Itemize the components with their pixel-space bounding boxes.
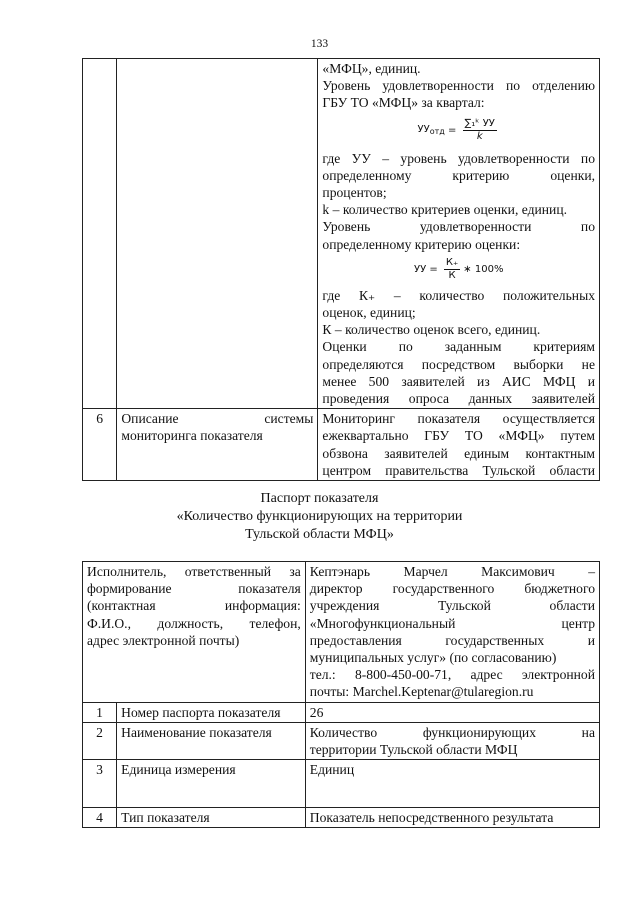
text-line: k – количество критериев оценки, единиц.	[322, 202, 568, 218]
text-line: определенному критерию оценки,	[322, 167, 595, 183]
text-line: Уровень удовлетворенности по отделению	[322, 78, 595, 94]
table-row	[83, 760, 600, 808]
executor-label-cell: Исполнитель, ответственный за формирование показателя (контактная информация: Ф.И.О., должность, телефон, адрес электронной почты)	[83, 562, 306, 703]
row-number-cell: 6	[83, 409, 117, 481]
indicator-table-continued	[82, 58, 600, 481]
text-line: «МФЦ», единиц.	[322, 61, 421, 76]
row-name-cell	[117, 59, 318, 409]
text-line: где К₊ – количество положительных	[322, 287, 595, 303]
row-number-cell	[83, 59, 117, 409]
text-line: проведения опроса данных заявителей	[322, 391, 595, 407]
text-line: где УУ – уровень удовлетворенности по	[322, 150, 595, 166]
passport-title-line-3: Тульской области МФЦ»	[245, 527, 394, 542]
text-line: Уровень удовлетворенности по	[322, 219, 595, 235]
text-line: К – количество оценок всего, единиц.	[322, 322, 541, 338]
formula-fraction: $\frac{К_+}{К}$	[445, 257, 459, 282]
table-row	[83, 59, 600, 409]
page-number: 133	[310, 38, 329, 50]
row-name-cell: Описание системы мониторинга показателя	[117, 409, 318, 481]
passport-title-line-2: «Количество функционирующих на территории	[176, 509, 463, 524]
formula-lhs: $УУ_{отд}$	[417, 124, 445, 136]
row-name-cell: Наименование показателя	[117, 722, 306, 759]
row-value-cell: Показатель непосредственного результата	[305, 808, 599, 828]
row-name-cell: Номер паспорта показателя	[117, 702, 306, 722]
row-value-cell	[318, 59, 600, 409]
row-value-cell: Единиц	[305, 760, 599, 808]
table-row	[83, 808, 600, 828]
text-line: процентов;	[322, 185, 387, 201]
text-line: ГБУ ТО «МФЦ» за квартал:	[322, 95, 485, 111]
row-value-cell: Мониторинг показателя осуществляется ежеквартально ГБУ ТО «МФЦ» путем обзвона заявителей единым контактным центром правительства Тульской области	[318, 409, 600, 481]
text-line: оценок, единиц;	[322, 305, 416, 321]
row-number-cell: 4	[83, 808, 117, 828]
text-line: Оценки по заданным критериям	[322, 339, 595, 355]
passport-table	[82, 561, 600, 828]
text-line: определенному критерию оценки:	[322, 236, 521, 252]
text-line: определяются посредством выборки не	[322, 356, 595, 372]
row-value-cell: Количество функционирующих на территории Тульской области МФЦ	[305, 722, 599, 759]
formula-quarterly-satisfaction: $УУ_{отд}$ = $\frac{\text{∑₁ᵏ УУ}}{k}$	[417, 118, 495, 143]
table-row	[83, 409, 600, 481]
table-row	[83, 562, 600, 703]
row-name-cell: Тип показателя	[117, 808, 306, 828]
text-line: менее 500 заявителей из АИС МФЦ и	[322, 373, 595, 389]
table-row	[83, 702, 600, 722]
formula-criterion-satisfaction: УУ = $\frac{К_+}{К}$ ∗ 100%	[413, 257, 504, 282]
row-name-cell: Единица измерения	[117, 760, 306, 808]
formula-fraction: $\frac{\text{∑₁ᵏ УУ}}{k}$	[464, 118, 495, 143]
passport-title-line-1: Паспорт показателя	[260, 491, 379, 506]
row-number-cell: 3	[83, 760, 117, 808]
row-value-cell: 26	[305, 702, 599, 722]
row-number-cell: 1	[83, 702, 117, 722]
executor-value-cell: Кептэнарь Марчел Максимович – директор государственного бюджетного учреждения Тульской области «Многофункциональный центр предоставления государственных и муниципальных услуг» (по согласованию) тел.: 8-800-450-00-71, адрес электронной почты: Marchel.Keptenar@tularegion.ru	[305, 562, 599, 703]
row-number-cell: 2	[83, 722, 117, 759]
table-row	[83, 722, 600, 759]
